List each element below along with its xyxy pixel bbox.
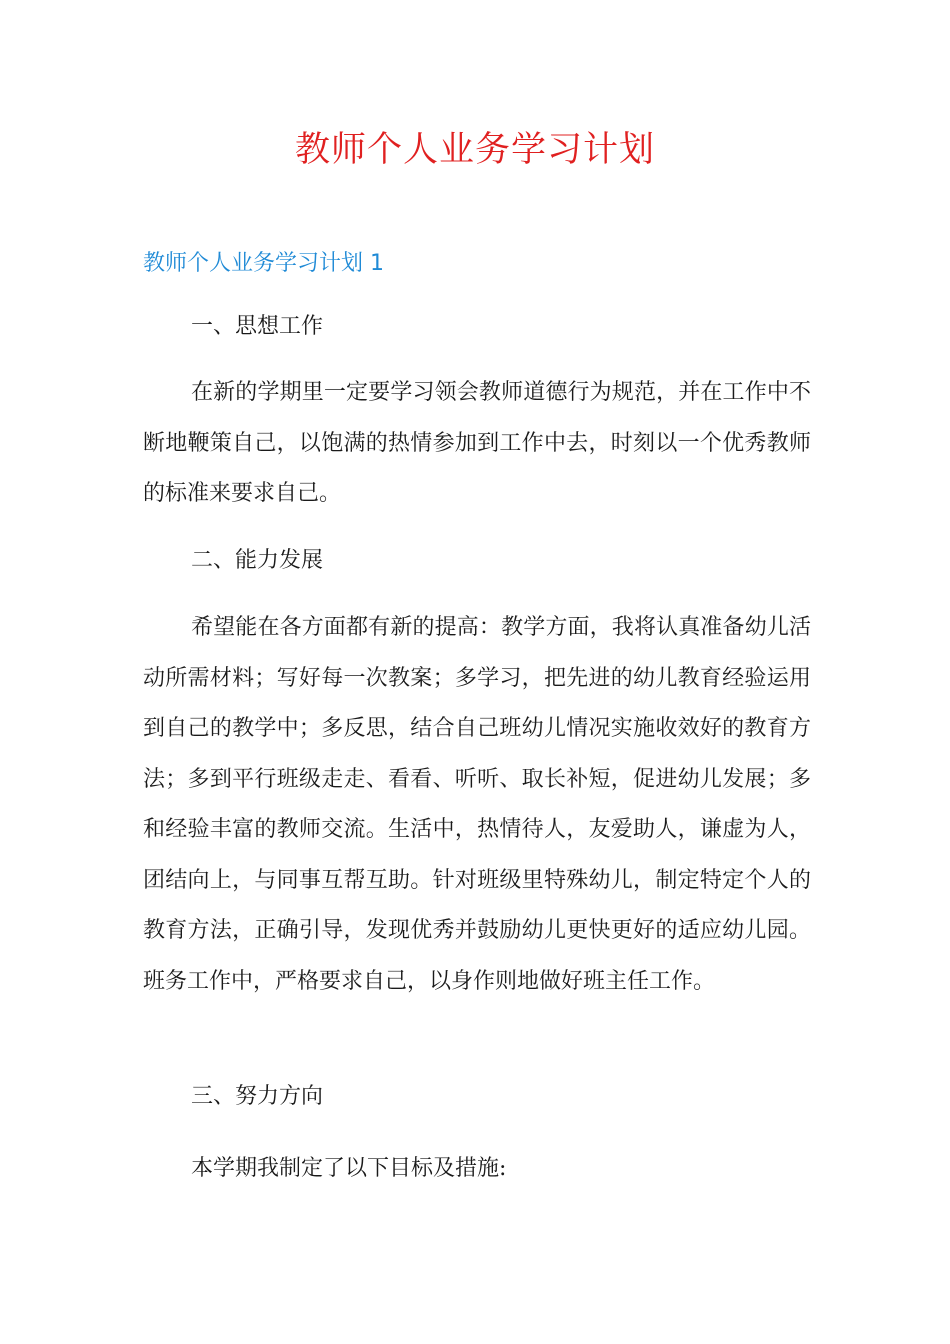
heading-ability-development: 二、能力发展 <box>191 548 324 573</box>
paragraph-effort-direction: 本学期我制定了以下目标及措施: <box>191 1156 507 1181</box>
heading-thought-work: 一、思想工作 <box>191 314 324 339</box>
heading-effort-direction: 三、努力方向 <box>191 1084 324 1109</box>
paragraph-ability-development: 希望能在各方面都有新的提高：教学方面，我将认真准备幼儿活动所需材料；写好每一次教案；多学习，把先进的幼儿教育经验运用到自己的教学中；多反思，结合自己班幼儿情况实施收效好的教育方法；多到平行班级走走、看看、听听、取长补短，促进幼儿发展；多和经验丰富的教师交流。生活中，热情待人，友爱助人，谦虚为人，团结向上，与同事互帮互助。针对班级里特殊幼儿，制定特定个人的教育方法，正确引导，发现优秀并鼓励幼儿更快更好的适应幼儿园。班务工作中，严格要求自己，以身作则地做好班主任工作。 <box>143 615 811 994</box>
document-title: 教师个人业务学习计划 <box>294 130 655 170</box>
section-heading: 教师个人业务学习计划 1 <box>143 251 384 276</box>
paragraph-thought-work: 在新的学期里一定要学习领会教师道德行为规范，并在工作中不断地鞭策自己，以饱满的热情参加到工作中去，时刻以一个优秀教师的标准来要求自己。 <box>143 380 811 506</box>
